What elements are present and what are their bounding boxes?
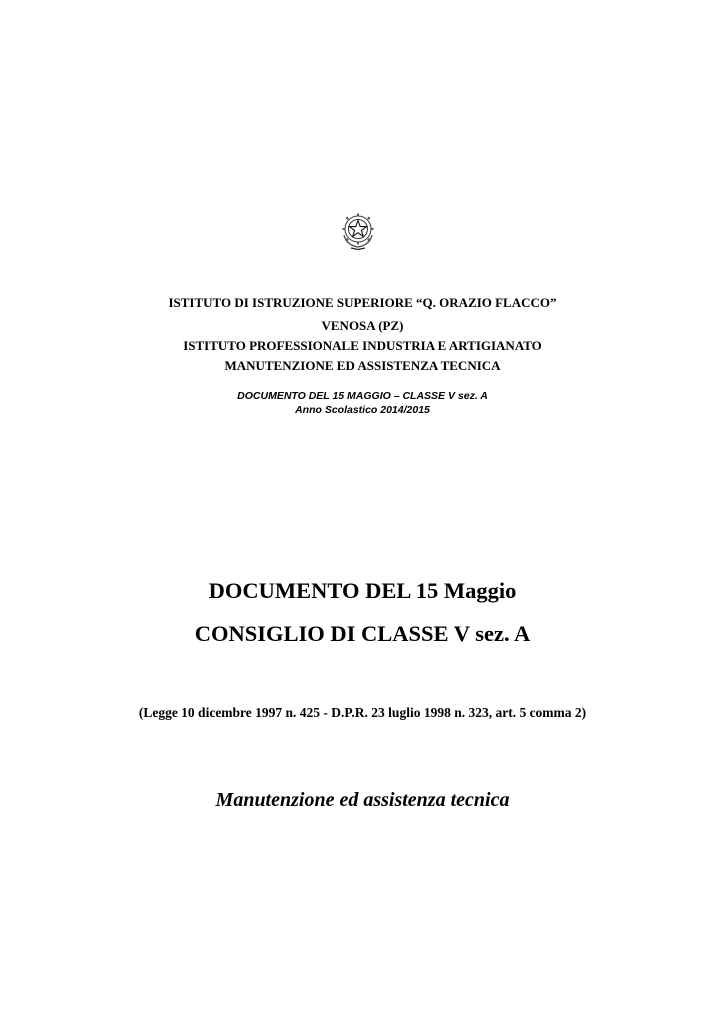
- school-year-line: Anno Scolastico 2014/2015: [295, 404, 430, 416]
- course-name: Manutenzione ed assistenza tecnica: [215, 789, 510, 811]
- council-subtitle: CONSIGLIO DI CLASSE V sez. A: [194, 621, 531, 646]
- institute-type-line: ISTITUTO PROFESSIONALE INDUSTRIA E ARTIGIANATO: [183, 338, 542, 353]
- legal-reference: (Legge 10 dicembre 1997 n. 425 - D.P.R. 23 luglio 1998 n. 323, art. 5 comma 2): [138, 705, 587, 720]
- italian-republic-emblem-icon: [338, 209, 378, 251]
- document-class-line: DOCUMENTO DEL 15 MAGGIO – CLASSE V sez. A: [237, 390, 488, 402]
- institute-name-line: ISTITUTO DI ISTRUZIONE SUPERIORE “Q. ORAZIO FLACCO”: [168, 295, 557, 310]
- institute-course-line: MANUTENZIONE ED ASSISTENZA TECNICA: [224, 358, 501, 373]
- document-title: DOCUMENTO DEL 15 Maggio: [208, 578, 517, 603]
- institute-city-line: VENOSA (PZ): [321, 318, 404, 333]
